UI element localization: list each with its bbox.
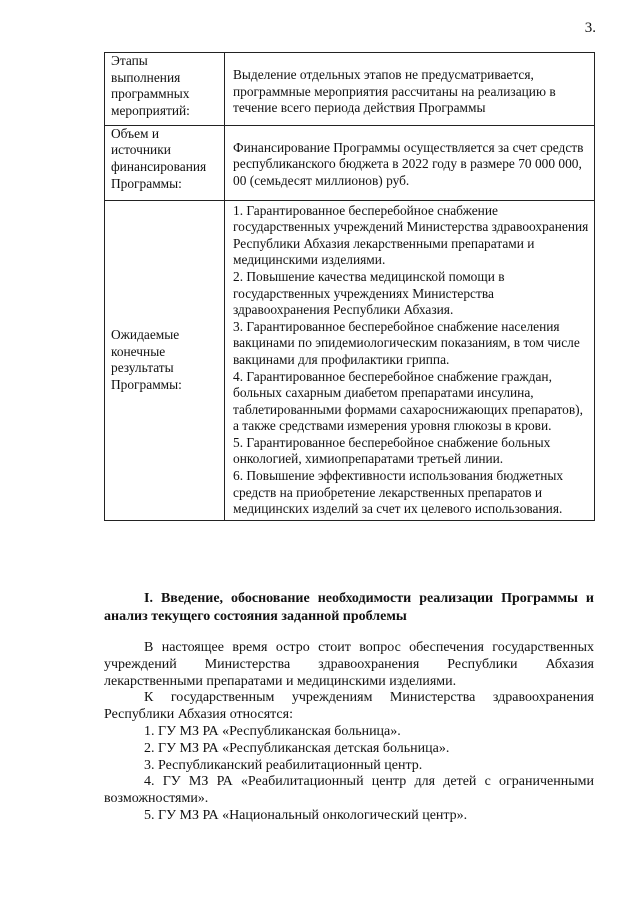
institutions-list xyxy=(104,724,594,825)
result-item: 6. Повышение эффективности использования бюджетных средств на приобретение лекарственных препаратов и медицинских изделий за счет их целевого использования. xyxy=(233,468,564,517)
label-line: Программы: xyxy=(111,175,182,191)
result-item: 2. Повышение качества медицинской помощи в государственных учреждениях Министерства здравоохранения Республики Абхазия. xyxy=(233,268,505,318)
list-item: 1. ГУ МЗ РА «Республиканская больница». xyxy=(144,723,401,739)
label-line: Ожидаемые xyxy=(111,327,180,343)
section-body xyxy=(104,640,594,825)
page-number: 3. xyxy=(584,20,596,36)
row-content-stages: Выделение отдельных этапов не предусматривается, программные мероприятия рассчитаны на реализацию в течение всего периода действия Программы xyxy=(225,53,595,126)
list-item: 5. ГУ МЗ РА «Национальный онкологический центр». xyxy=(144,807,468,823)
table-row-expected-results xyxy=(105,200,595,520)
result-item: 1. Гарантированное бесперебойное снабжение государственных учреждений Министерства здравоохранения Республики Абхазия лекарственными препаратами и медицинскими изделиями. xyxy=(233,202,589,268)
label-line: конечные xyxy=(111,343,166,359)
label-line: Объем и xyxy=(111,125,160,141)
row-label-financing xyxy=(105,125,225,200)
label-line: финансирования xyxy=(111,158,207,174)
section-heading: I. Введение, обоснование необходимости реализации Программы и анализ текущего состояния заданной проблемы xyxy=(104,591,594,624)
table-row-stages xyxy=(105,53,595,126)
result-item: 5. Гарантированное бесперебойное снабжение больных онкологией, химиопрепаратами третьей линии. xyxy=(233,434,551,467)
row-content-financing: Финансирование Программы осуществляется за счет средств республиканского бюджета в 2022 году в размере 70 000 000, 00 (семьдесят миллионов) руб. xyxy=(225,125,595,200)
row-content-expected-results xyxy=(225,200,595,520)
table-row-financing xyxy=(105,125,595,200)
list-item: 2. ГУ МЗ РА «Республиканская детская больница». xyxy=(144,740,450,756)
label-line: Этапы xyxy=(111,53,148,68)
label-line: Программы: xyxy=(111,376,182,392)
label-line: мероприятий: xyxy=(111,102,190,118)
paragraph: В настоящее время остро стоит вопрос обеспечения государственных учреждений Министерства здравоохранения Республики Абхазия лекарственными препаратами и медицинскими изделиями. xyxy=(104,640,594,689)
row-label-expected-results xyxy=(105,200,225,520)
program-passport-table xyxy=(104,52,595,521)
label-line: программных xyxy=(111,86,190,102)
result-item: 4. Гарантированное бесперебойное снабжение граждан, больных сахарным диабетом препаратами инсулина, таблетированными формами сахароснижающих препаратов), а также средствами измерения уровня глюкозы в крови. xyxy=(233,368,583,434)
label-line: источники xyxy=(111,142,171,158)
row-label-stages xyxy=(105,53,225,126)
label-line: результаты xyxy=(111,360,174,376)
paragraph: К государственным учреждениям Министерства здравоохранения Республики Абхазия относятся: xyxy=(104,690,594,723)
label-line: выполнения xyxy=(111,69,181,85)
list-item: 3. Республиканский реабилитационный центр. xyxy=(144,757,423,773)
list-item: 4. ГУ МЗ РА «Реабилитационный центр для детей с ограниченными возможностями». xyxy=(104,774,594,807)
result-item: 3. Гарантированное бесперебойное снабжение населения вакцинами по эпидемиологическим показаниям, в том числе вакцинами для профилактики гриппа. xyxy=(233,318,580,367)
